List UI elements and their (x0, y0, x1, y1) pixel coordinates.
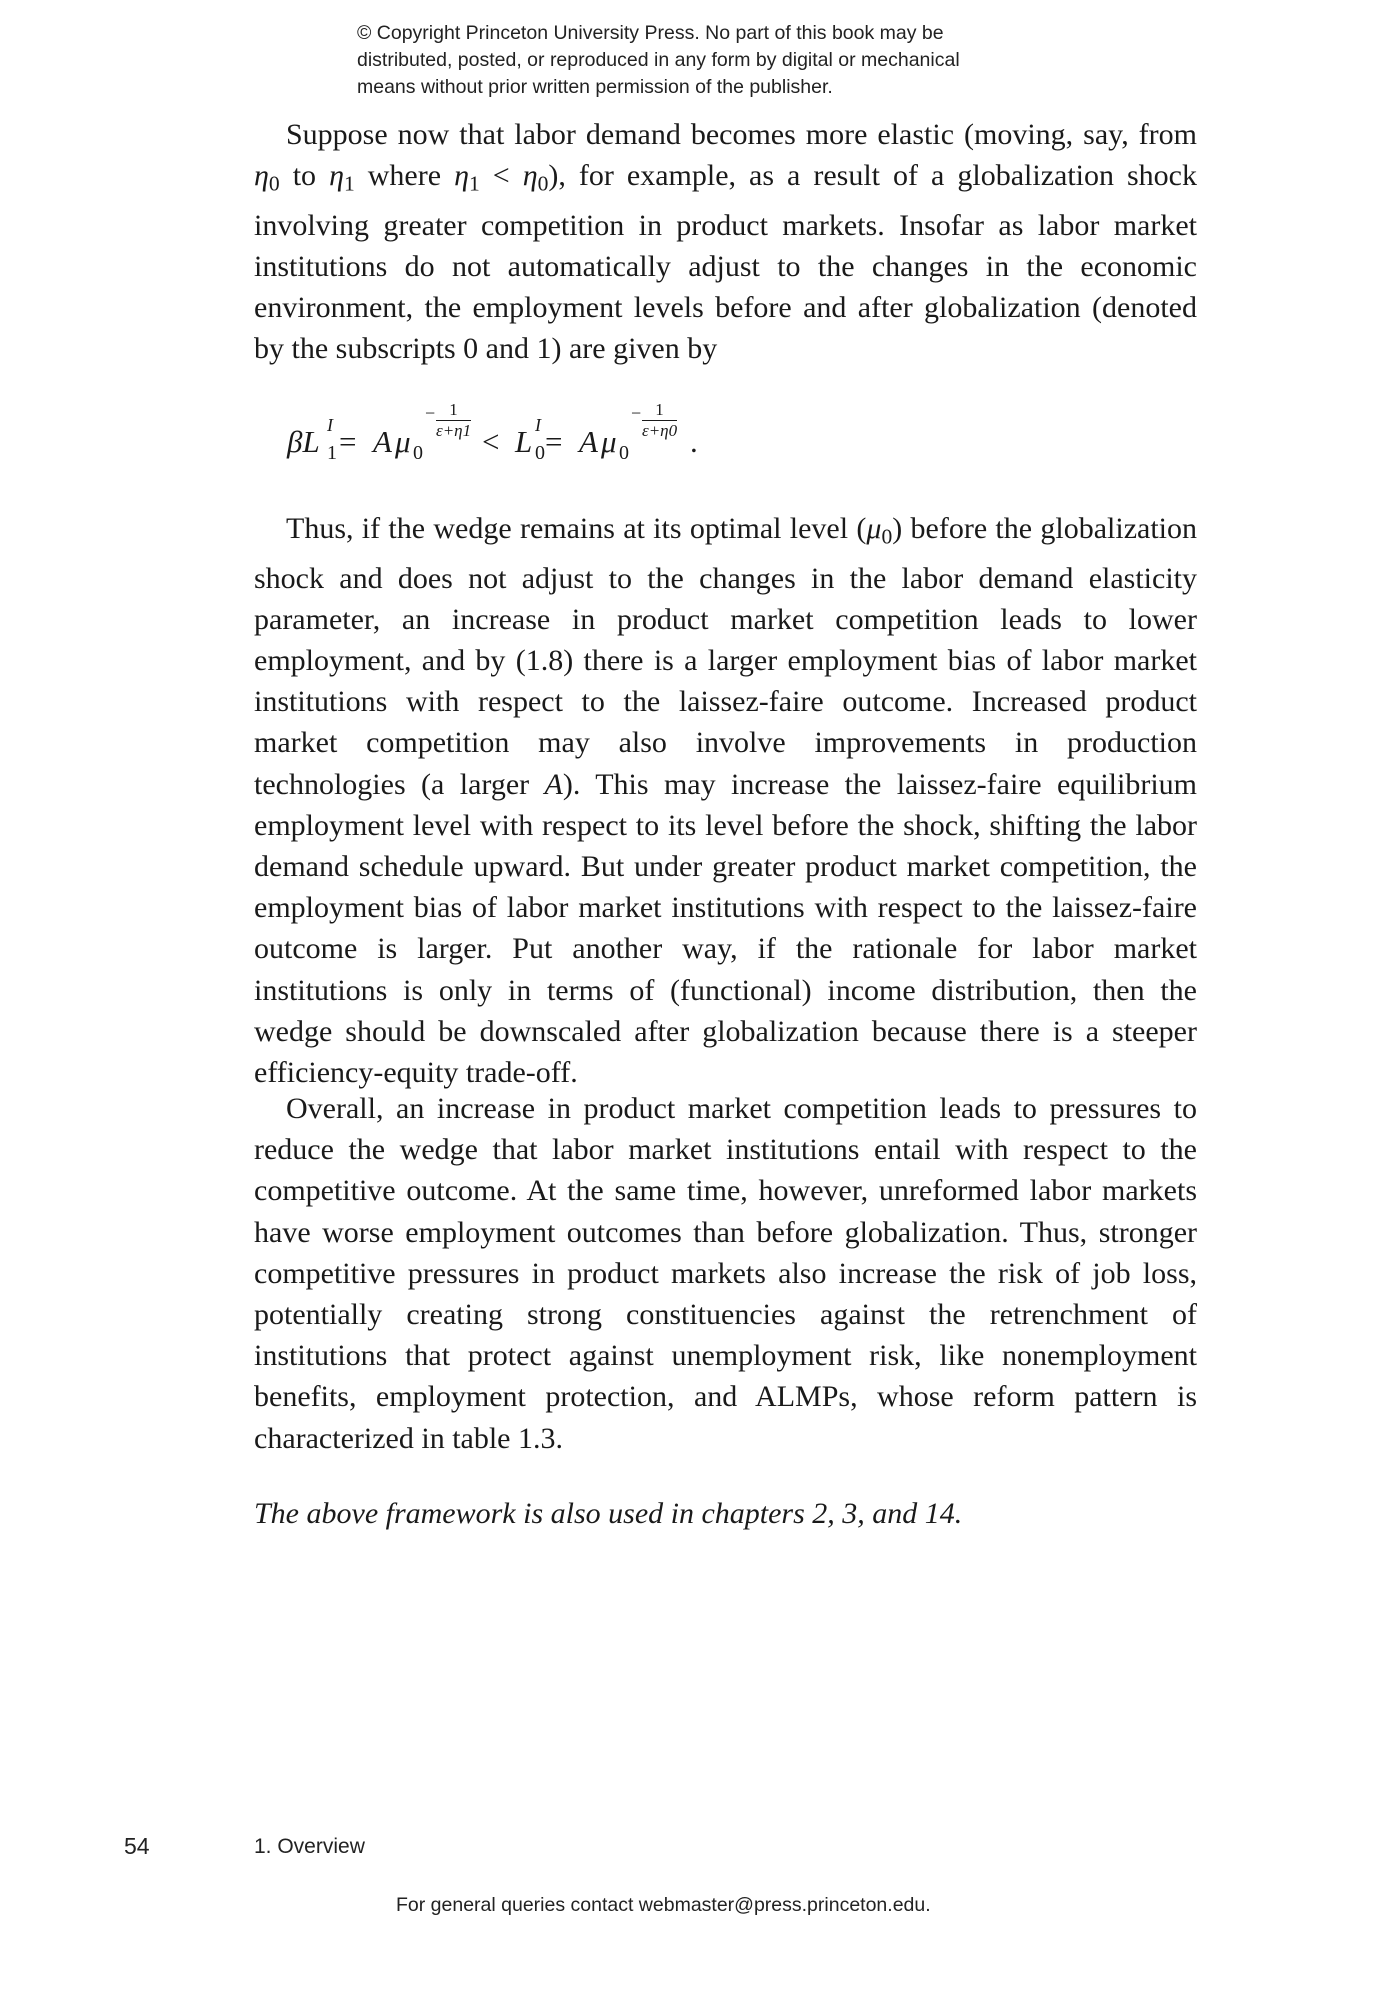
paragraph-3 (254, 1088, 1197, 1459)
productivity-symbol: A (373, 424, 392, 459)
employment-equation (287, 400, 787, 480)
eta-symbol: η (522, 159, 538, 193)
equation-period: . (690, 424, 698, 459)
mu-subscript: 0 (881, 524, 893, 549)
running-footer: 1. Overview (254, 1835, 365, 1858)
less-than-sign: < (479, 159, 523, 193)
contact-line: For general queries contact webmaster@press.princeton.edu. (396, 1894, 931, 1916)
equals-sign: = (545, 424, 563, 459)
paragraph-2-text-a: Thus, if the wedge remains at its optimal level ( (286, 512, 867, 545)
page-number: 54 (124, 1833, 150, 1859)
eta-subscript: 1 (468, 171, 480, 196)
paragraph-2-text-c: ). This may increase the laissez-faire equilibrium employment level with respect to its level before the shock, shifting the labor demand schedule upward. But under greater product market competition, the employment bias of labor market institutions with respect to the laissez-faire outcome is larger. Put another way, if the rationale for labor market institutions is only in terms of (functional) income distribution, then the wedge should be downscaled after globalization because there is a steeper efficiency-equity trade-off. (254, 767, 1197, 1090)
equals-sign: = (339, 424, 357, 459)
exponent-numerator: 1 (642, 400, 677, 421)
paragraph-2 (254, 508, 1197, 1093)
subscript-0: 0 (535, 442, 545, 464)
exponent-fraction-1 (436, 400, 471, 441)
superscript-i: I (535, 415, 541, 435)
less-than-sign: < (482, 424, 500, 459)
mu-symbol: μ (866, 512, 882, 545)
paragraph-2-text-b: ) before the globalization shock and does not adjust to the changes in the labor demand elasticity parameter, an increase in product market competition leads to lower employment, and by (1.8) there is a larger employment bias of labor market institutions with respect to the laissez-faire outcome. Increased product market competition may also involve improvements in production technologies (a larger (254, 512, 1198, 801)
eta-symbol: η (254, 159, 269, 193)
subscript-1: 1 (327, 442, 337, 464)
paragraph-1 (254, 114, 1197, 370)
employment-symbol: L (302, 424, 320, 459)
eta-symbol: η (454, 159, 469, 193)
employment-symbol: L (515, 424, 533, 459)
copyright-notice (357, 20, 1077, 101)
mu-symbol: μ (395, 424, 411, 459)
minus-sign: − (631, 403, 642, 423)
productivity-symbol: A (544, 767, 563, 801)
beta-symbol: β (287, 424, 303, 459)
exponent-fraction-0 (642, 400, 677, 441)
paragraph-3-text: Overall, an increase in product market competition leads to pressures to reduce the wedge that labor market institutions entail with respect to the competitive outcome. At the same time, however, unreformed labor markets have worse employment outcomes than before globalization. Thus, stronger competitive pressures in product markets also increase the risk of job loss, potentially creating strong constituencies against the retrenchment of institutions that protect against unemployment risk, like nonemployment benefits, employment protection, and ALMPs, whose reform pattern is characterized in table 1.3. (254, 1092, 1197, 1455)
equation-lhs (287, 424, 320, 460)
eta-symbol: η (329, 159, 344, 193)
minus-sign: − (425, 403, 436, 423)
subscript-0: 0 (413, 442, 423, 464)
paragraph-1-where: where (354, 159, 455, 193)
mu-symbol: μ (601, 424, 617, 459)
eta-subscript: 1 (343, 171, 355, 196)
eta-subscript: 0 (537, 171, 549, 196)
superscript-i: I (327, 415, 333, 435)
copyright-line-2: distributed, posted, or reproduced in any form by digital or mechanical (357, 49, 960, 71)
exponent-numerator: 1 (436, 400, 471, 421)
eta-subscript: 0 (268, 171, 280, 196)
productivity-symbol: A (579, 424, 598, 459)
closing-note: The above framework is also used in chapters 2, 3, and 14. (254, 1497, 963, 1530)
copyright-line-1: © Copyright Princeton University Press. No part of this book may be (357, 22, 944, 44)
paragraph-1-to: to (279, 159, 330, 193)
exponent-denominator: ε+η1 (436, 421, 472, 440)
subscript-0: 0 (619, 442, 629, 464)
copyright-line-3: means without prior written permission of the publisher. (357, 76, 833, 98)
paragraph-1-text-a: Suppose now that labor demand becomes more elastic (moving, say, from (286, 118, 1197, 151)
exponent-denominator: ε+η0 (642, 421, 678, 440)
paragraph-1-text-b: ), for example, as a result of a globalization shock involving greater competition in product markets. Insofar as labor market institutions do not automatically adjust to the changes in the economic environment, the employment levels before and after globalization (denoted by the subscripts 0 and 1) are given by (254, 159, 1197, 366)
